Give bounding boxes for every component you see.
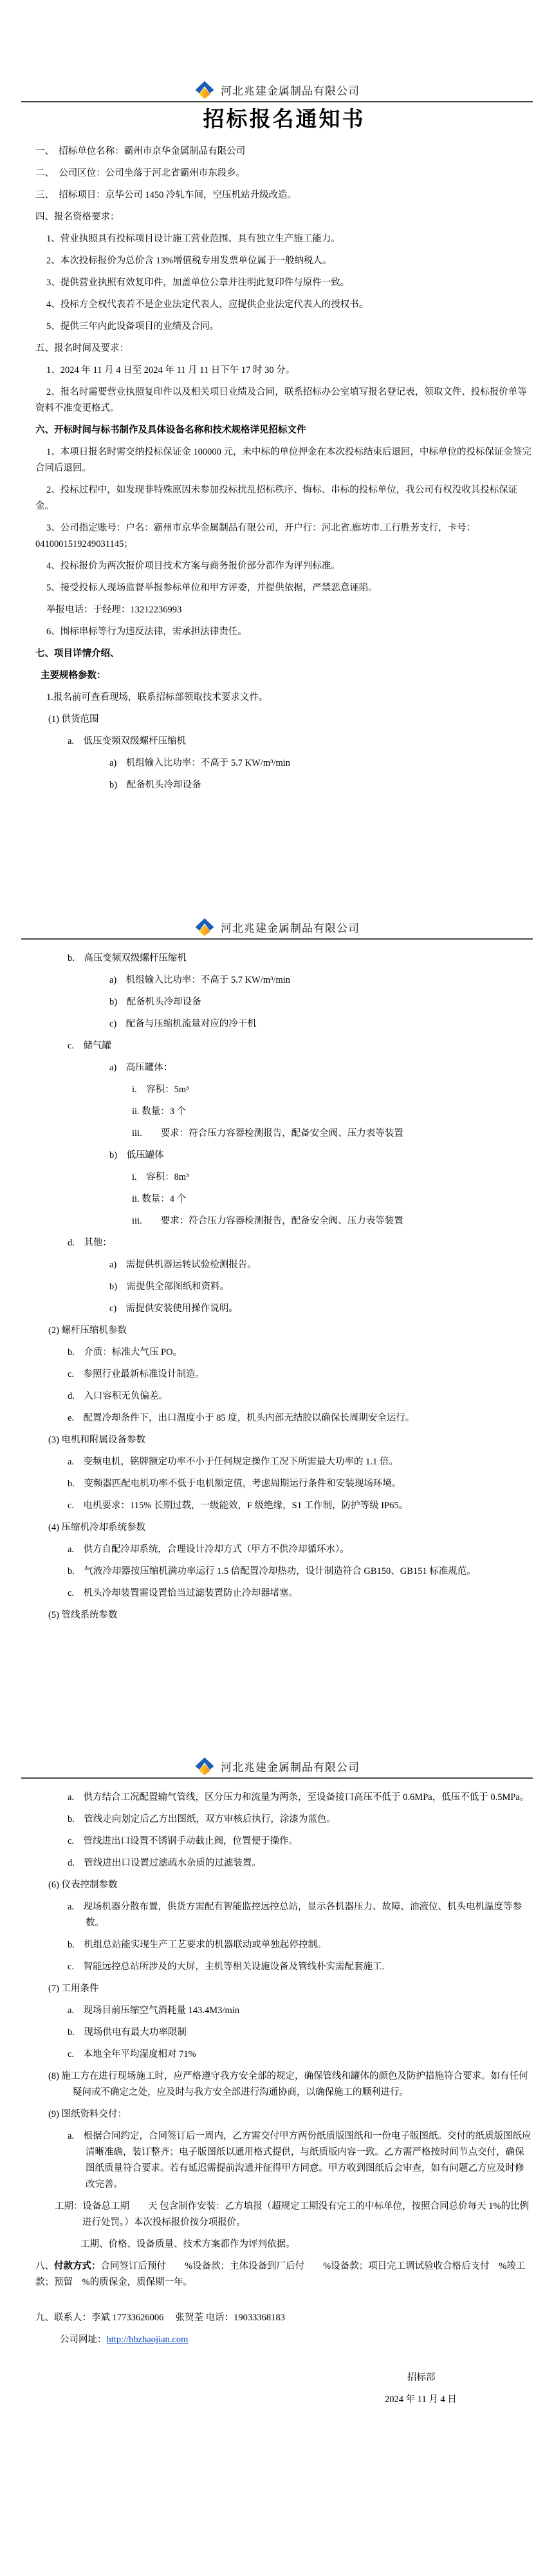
paragraph: (4) 压缩机冷却系统参数 (48, 1522, 146, 1533)
paragraph: iii. 要求：符合压力容器检测报告，配备安全阀、压力表等装置 (132, 1128, 403, 1139)
paragraph: (2) 螺杆压缩机参数 (48, 1325, 127, 1336)
paragraph: (8) 施工方在进行现场施工时，应严格遵守我方安全部的规定，确保管线和罐体的颜色及防护措施符合要求。如有任何疑问或不确定之处，应及时与我方安全部进行沟通协商，以确保施工的顺利进行。 (48, 2071, 528, 2098)
paragraph: ii. 数量：3 个 (132, 1106, 187, 1117)
paragraph: c. 电机要求：115% 长期过载，一级能效，F 级绝缘，S1 工作制，防护等级 IP65。 (68, 1501, 409, 1511)
paragraph: a) 高压罐体： (109, 1063, 173, 1073)
paragraph: 5、提供三年内此设备项目的业绩及合同。 (46, 321, 219, 332)
paragraph: a) 机组输入比功率：不高于 5.7 KW/m³/min (109, 758, 291, 768)
website-label: 公司网址： (60, 2334, 107, 2345)
paragraph: d. 其他： (68, 1238, 112, 1248)
paragraph: a. 供方自配冷却系统，合理设计冷却方式（甲方不供冷却循环水）。 (68, 1544, 349, 1555)
paragraph: c) 配备与压缩机流量对应的冷干机 (109, 1019, 257, 1029)
page-2 (0, 837, 554, 1676)
paragraph: a. 现场目前压缩空气消耗量 143.4M3/min (68, 2005, 240, 2016)
paragraph: 6、围标串标等行为违反法律，需承担法律责任。 (46, 627, 247, 637)
paragraph: 2、本次投标报价为总价含 13%增值税专用发票单位属于一般纳税人。 (46, 256, 332, 266)
paragraph: b. 气液冷却器按压缩机满功率运行 1.5 倍配置冷却热功，设计制造符合 GB150、GB151 标准规范。 (68, 1566, 476, 1577)
paragraph: (7) 工用条件 (48, 1984, 99, 1994)
paragraph: 二、 公司区位：公司坐落于河北省霸州市东段乡。 (35, 168, 246, 178)
paragraph: a. 供方结合工况配置输气管线，区分压力和流量为两条，至设备接口高压不低于 0.6MPa，低压不低于 0.5MPa。 (68, 1792, 530, 1803)
paragraph: i. 容积：8m³ (132, 1172, 189, 1182)
paragraph: b. 机组总站能实现生产工艺要求的机器联动或单独起停控制。 (68, 1940, 327, 1950)
page-2-content (35, 951, 533, 1624)
paragraph: i. 容积：5m³ (132, 1084, 189, 1095)
paragraph: 2、投标过程中，如发现非特殊原因未参加投标扰乱招标秩序、悔标、串标的投标单位，我公司有权没收其投标保证金。 (35, 485, 518, 511)
paragraph: 六、开标时间与标书制作及具体设备名称和技术规格详见招标文件 (35, 425, 306, 435)
paragraph: a. 现场机器分散布置，供货方需配有智能监控远控总站，显示各机器压力、故障、油液位、机头电机温度等参数。 (68, 1902, 522, 1928)
company-name: 河北兆建金属制品有限公司 (221, 922, 360, 934)
text-run: 合同签订后预付 %设备款；主体设备到厂后付 %设备款；项目完工调试验收合格后支付 %竣工款；预留 %的质保金，质保期一年。 (35, 2261, 526, 2287)
paragraph: 一、 招标单位名称：霸州市京华金属制品有限公司 (35, 146, 246, 156)
paragraph: d. 管线进出口设置过滤疏水杂质的过滤装置。 (68, 1858, 261, 1868)
paragraph: a. 低压变频双级螺杆压缩机 (68, 736, 187, 746)
document-title: 招标报名通知书 (203, 108, 365, 131)
paragraph: b. 介质：标准大气压 PO。 (68, 1347, 183, 1358)
paragraph: b) 低压罐体 (109, 1150, 164, 1160)
page-3-content (35, 1790, 533, 2408)
page-1 (0, 0, 554, 837)
paragraph: 1、营业执照具有投标项目设计施工营业范围、具有独立生产施工能力。 (46, 234, 340, 244)
paragraph: a. 根据合同约定，合同签订后一周内，乙方需交付甲方两份纸质版图纸和一份电子版图纸。交付的纸质版图纸应清晰准确，装订整齐；电子版图纸以通用格式提供，与纸质版内容一致。乙方需严格按时间节点交付，确保图纸质量符合要求。若有延迟需提前沟通并征得甲方同意。甲方收到图纸后会审查，如有问题乙方应及时修改完善。 (68, 2131, 531, 2190)
company-website-link[interactable]: http://hbzhaojian.com (106, 2334, 189, 2345)
paragraph: 2、报名时需要营业执照复印件以及相关项目业绩及合同，联系招标办公室填写报名登记表，领取文件、投标报价单等资料不准变更格式。 (35, 387, 527, 413)
company-website (35, 2332, 533, 2348)
page-2-body (35, 951, 533, 1629)
paragraph: 3、提供营业执照有效复印件，加盖单位公章并注明此复印件与原件一致。 (46, 278, 350, 288)
paragraph: d. 入口容积无负偏差。 (68, 1391, 168, 1401)
paragraph: e. 配置冷却条件下，出口温度小于 85 度，机头内部无结胶以确保长周期安全运行。 (68, 1413, 415, 1423)
text-run: 付款方式： (54, 2261, 101, 2271)
paragraph: b. 管线走向划定后乙方出图纸，双方审核后执行，涂漆为蓝色。 (68, 1814, 336, 1824)
page-header (21, 917, 533, 940)
paragraph: b. 现场供电有最大功率限制 (68, 2027, 187, 2038)
paragraph: b) 需提供全部图纸和资料。 (109, 1282, 230, 1292)
company-logo-icon (194, 917, 215, 936)
page-header (21, 1756, 533, 1779)
paragraph: ii. 数量：4 个 (132, 1194, 187, 1204)
text-run: 八、 (35, 2261, 54, 2271)
paragraph: a) 需提供机器运转试验检测报告。 (109, 1260, 257, 1270)
paragraph: 七、项目详情介绍、 (35, 649, 120, 659)
paragraph: c. 智能远控总站所涉及的大屏，主机等相关设施设备及管线朴实需配套施工. (68, 1962, 385, 1972)
page-header (21, 80, 533, 102)
company-name: 河北兆建金属制品有限公司 (221, 1761, 360, 1774)
paragraph: c. 管线进出口设置不锈钢手动截止阀，位置便于操作。 (68, 1836, 299, 1846)
paragraph: b. 变频器匹配电机功率不低于电机额定值，考虑周期运行条件和安装现场环境。 (68, 1479, 402, 1489)
paragraph: 主要规格参数： (41, 670, 106, 681)
page-3 (0, 1676, 554, 2576)
paragraph: 工期、价格、设备质量、技术方案都作为评判依据。 (80, 2239, 295, 2249)
paragraph: a) 机组输入比功率：不高于 5.7 KW/m³/min (109, 975, 291, 985)
paragraph: 四、报名资格要求： (35, 212, 120, 222)
paragraph: c) 需提供安装使用操作说明。 (109, 1303, 238, 1314)
paragraph: 4、投标方全权代表若不是企业法定代表人，应提供企业法定代表人的授权书。 (46, 299, 369, 310)
paragraph: c. 储气罐 (68, 1041, 112, 1051)
company-name: 河北兆建金属制品有限公司 (221, 84, 360, 97)
paragraph: (9) 图纸资料交付： (48, 2109, 127, 2119)
paragraph: b. 高压变频双级螺杆压缩机 (68, 953, 187, 963)
paragraph: 1、本项日报名时需交纳投标保证金 100000 元，未中标的单位押金在本次投标结束后退回，中标单位的投标保证金签完合同后退回。 (35, 447, 531, 473)
page-1-body (35, 105, 533, 799)
company-logo-icon (194, 80, 215, 99)
paragraph: 三、 招标项目：京华公司 1450 冷轧车间，空压机站升级改造。 (35, 190, 297, 200)
paragraph: (6) 仪表控制参数 (48, 1880, 118, 1890)
paragraph: 3、公司指定账号：户名：霸州市京华金属制品有限公司，开户行：河北省.廊坊市.工行胜芳支行，卡号：0410001519249031145； (35, 523, 476, 549)
paragraph: a. 变频电机，铭牌额定功率不小于任何规定操作工况下所需最大功率的 1.1 倍。 (68, 1457, 398, 1467)
payment-terms (35, 2259, 533, 2291)
paragraph: c. 机头冷却装置需设置恰当过滤装置防止冷却器堵塞。 (68, 1588, 299, 1598)
signature-date: 2024 年 11 月 4 日 (385, 2394, 457, 2405)
paragraph: 五、报名时间及要求： (35, 343, 129, 354)
paragraph: 5、接受投标人现场监督举报参标单位和甲方评委，并提供依据，严禁恶意诬陷。 (46, 583, 378, 593)
page-3-body (35, 1790, 533, 2414)
company-logo-icon (194, 1756, 215, 1776)
paragraph: b) 配备机头冷却设备 (109, 780, 201, 790)
paragraph: (5) 管线系统参数 (48, 1610, 118, 1620)
paragraph: b) 配备机头冷却设备 (109, 997, 201, 1007)
paragraph: (1) 供货范围 (48, 714, 99, 724)
paragraph: 1.报名前可查看现场，联系招标部领取技术要求文件。 (46, 692, 268, 703)
paragraph: 1、2024 年 11 月 4 日至 2024 年 11 月 11 日下午 17 时 30 分。 (46, 365, 295, 375)
paragraph: 举报电话：于经理：13212236993 (46, 605, 182, 615)
contact-line: 九、联系人：李斌 17733626006 张贺荃 电话：19033368183 (35, 2313, 285, 2323)
page-1-content (35, 144, 533, 793)
paragraph: (3) 电机和附属设备参数 (48, 1435, 146, 1445)
signature-dept: 招标部 (407, 2372, 436, 2383)
paragraph: 工期：设备总工期 天 包含制作安装：乙方填报（超规定工期没有完工的中标单位，按照合同总价每天 1%的比例进行处罚。）本次投标报价按分项报价。 (55, 2201, 530, 2228)
paragraph: iii. 要求：符合压力容器检测报告，配备安全阀、压力表等装置 (132, 1216, 403, 1226)
paragraph: c. 参照行业最新标准设计制造。 (68, 1369, 205, 1379)
paragraph: c. 本地全年平均湿度相对 71% (68, 2049, 196, 2060)
paragraph: 4、投标报价为两次报价项目技术方案与商务报价部分都作为评判标准。 (46, 561, 340, 571)
